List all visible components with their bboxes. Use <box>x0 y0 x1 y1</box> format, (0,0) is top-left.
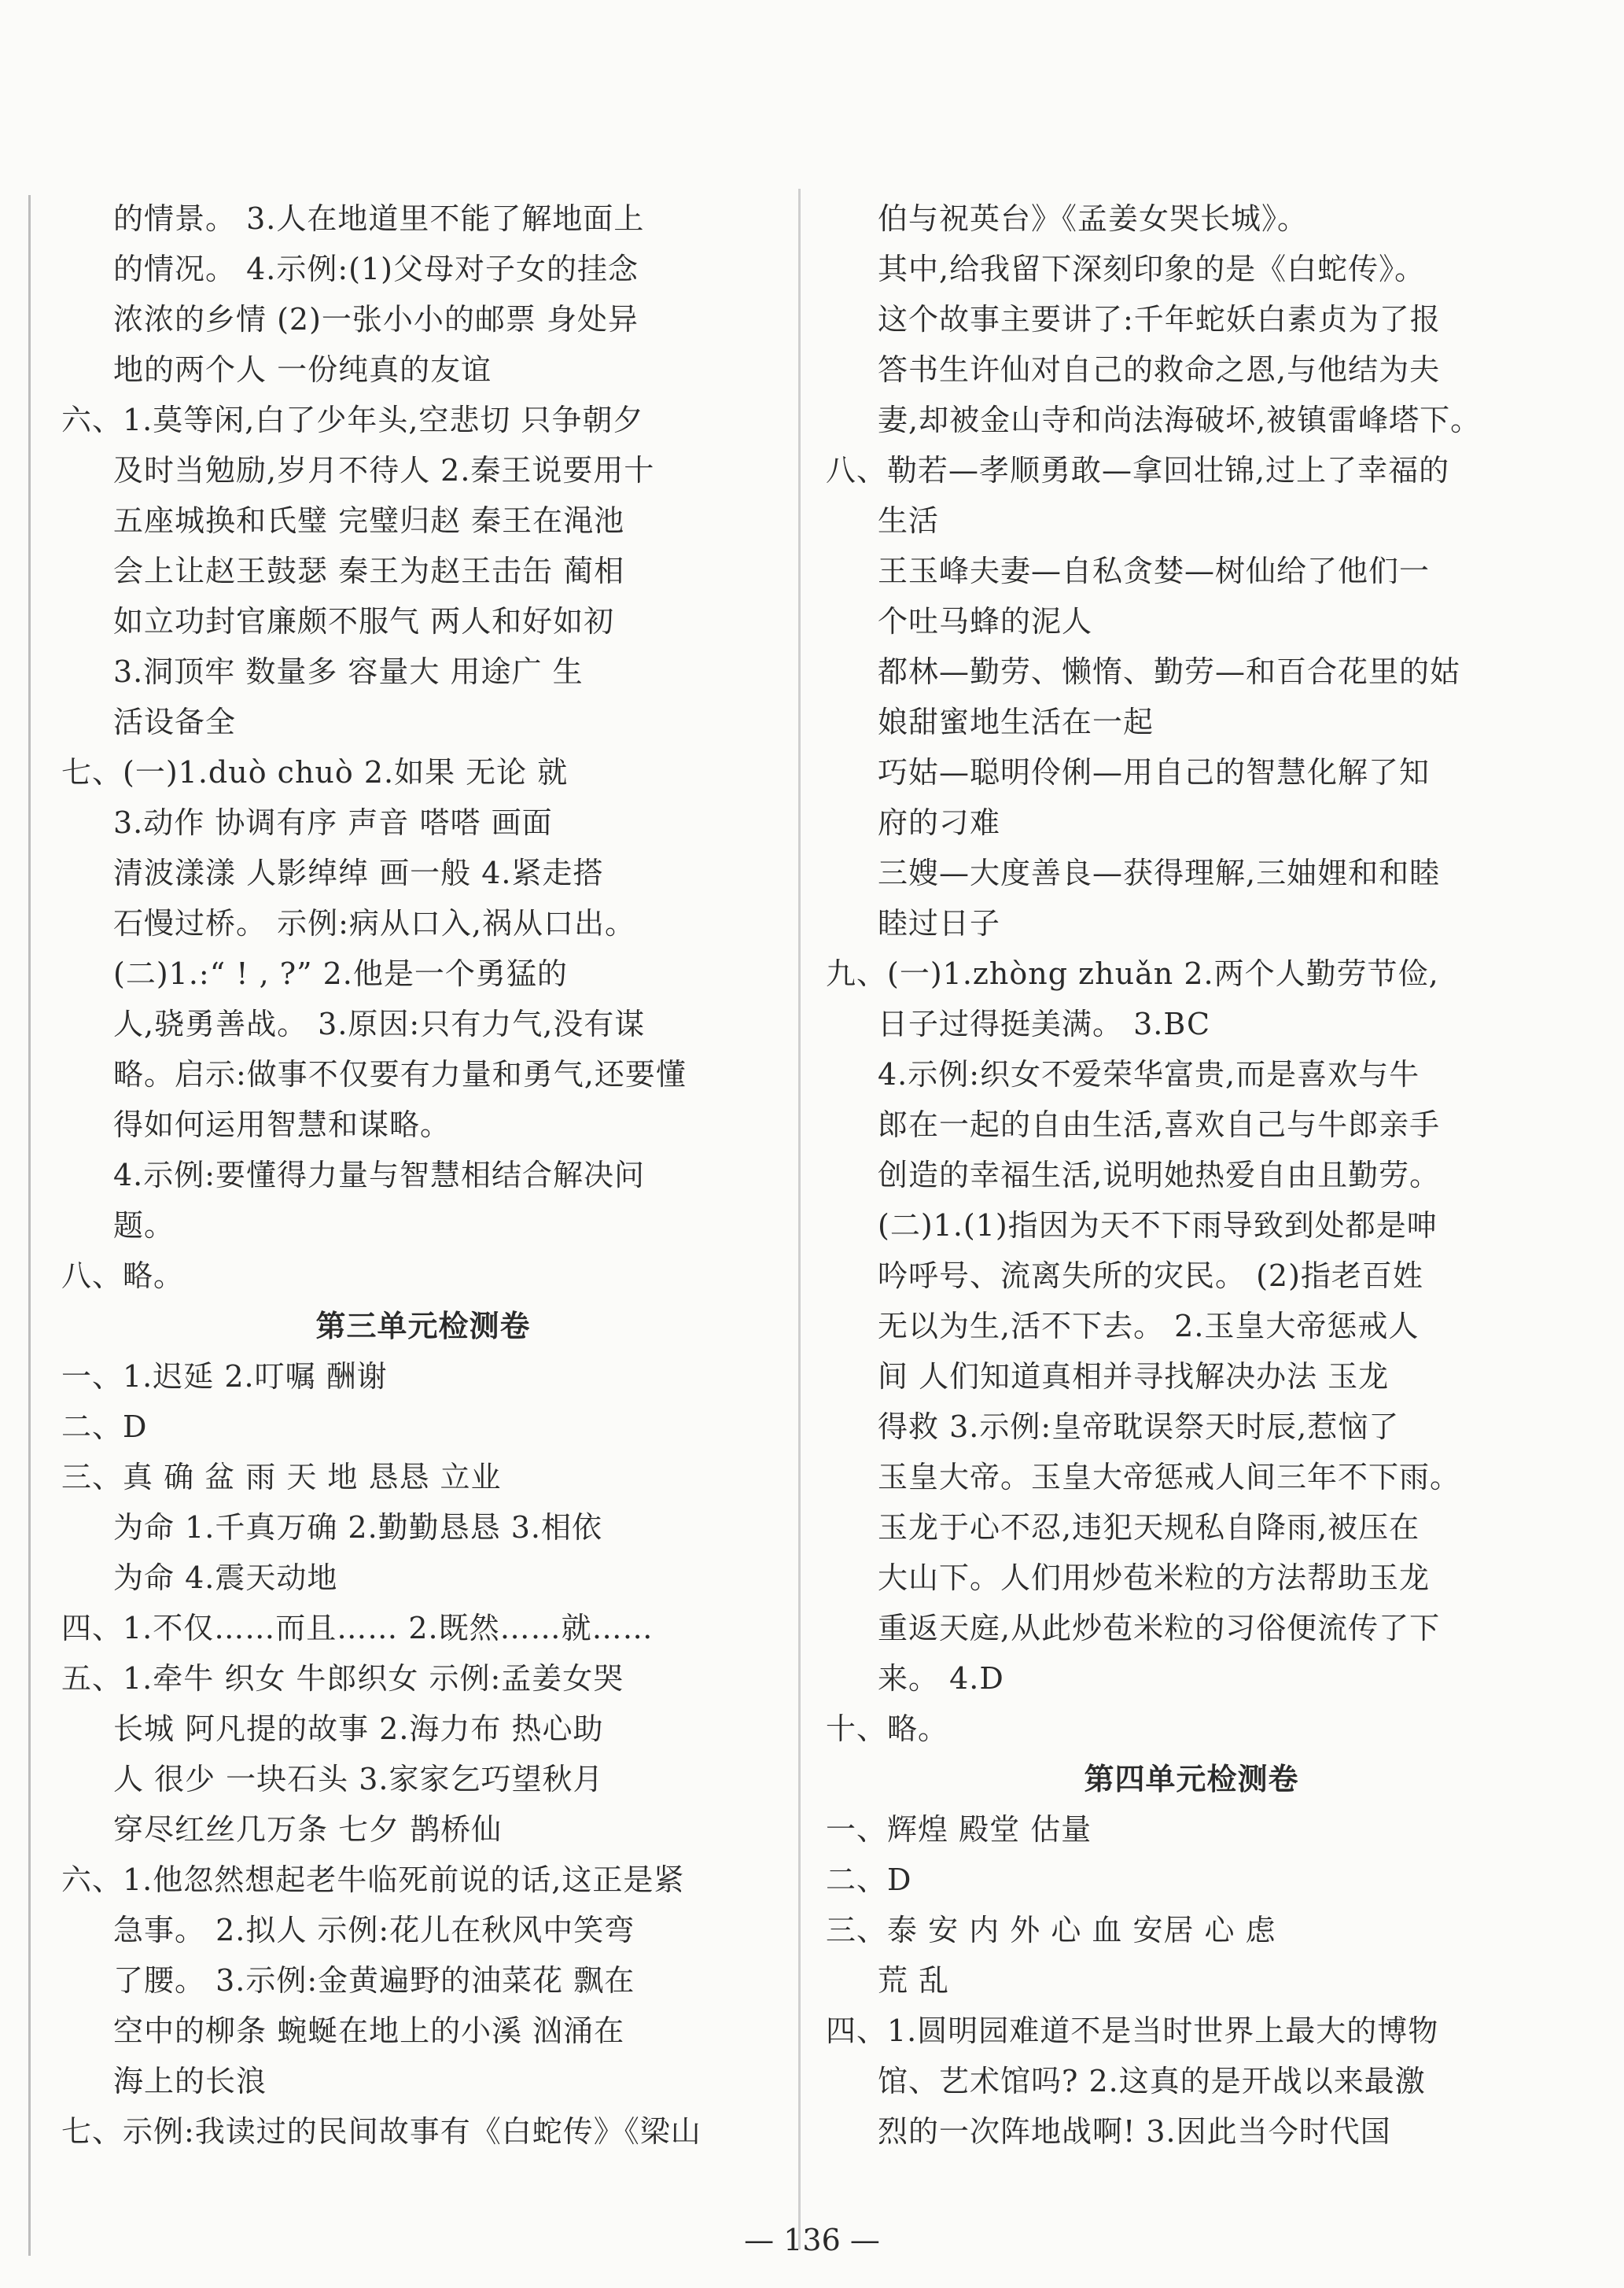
answer-line: 伯与祝英台》《孟姜女哭长城》。 <box>878 201 1309 236</box>
answer-line: 荒 乱 <box>878 1963 950 1998</box>
answer-line: 烈的一次阵地战啊! 3.因此当今时代国 <box>878 2114 1391 2149</box>
answer-line: 六、1.他忽然想起老牛临死前说的话,这正是紧 <box>61 1862 685 1897</box>
answer-line: (二)1.(1)指因为天不下雨导致到处都是呻 <box>878 1208 1438 1243</box>
answer-line: 八、略。 <box>61 1258 185 1293</box>
answer-line: 生活 <box>878 503 940 538</box>
answer-line: 这个故事主要讲了:千年蛇妖白素贞为了报 <box>878 302 1441 337</box>
answer-line: 个吐马蜂的泥人 <box>878 604 1093 639</box>
answer-line: 为命 1.千真万确 2.勤勤恳恳 3.相依 <box>113 1510 603 1545</box>
answer-line: 郎在一起的自由生活,喜欢自己与牛郎亲手 <box>878 1107 1441 1142</box>
answer-line: 4.示例:织女不爱荣华富贵,而是喜欢与牛 <box>878 1057 1420 1092</box>
answer-line: 3.洞顶牢 数量多 容量大 用途广 生 <box>113 654 584 689</box>
answer-line: 空中的柳条 蜿蜒在地上的小溪 汹涌在 <box>113 2014 625 2048</box>
answer-line: 石慢过桥。 示例:病从口入,祸从口出。 <box>113 906 635 941</box>
answer-line: 3.动作 协调有序 声音 嗒嗒 画面 <box>113 805 553 840</box>
section-heading: 第四单元检测卷 <box>1084 1761 1299 1796</box>
answer-line: 人 很少 一块石头 3.家家乞巧望秋月 <box>113 1762 604 1796</box>
answer-line: 吟呼号、流离失所的灾民。 (2)指老百姓 <box>878 1258 1423 1293</box>
answer-line: 八、勒若—孝顺勇敢—拿回壮锦,过上了幸福的 <box>826 453 1450 488</box>
answer-line: 一、1.迟延 2.叮嘱 酬谢 <box>61 1359 388 1394</box>
answer-line: 略。启示:做事不仅要有力量和勇气,还要懂 <box>113 1057 687 1092</box>
answer-line: 清波漾漾 人影绰绰 画一般 4.紧走搭 <box>113 856 604 890</box>
answer-line: 玉皇大帝。玉皇大帝惩戒人间三年不下雨。 <box>878 1460 1461 1494</box>
answer-line: 大山下。人们用炒苞米粒的方法帮助玉龙 <box>878 1560 1431 1595</box>
answer-line: 长城 阿凡提的故事 2.海力布 热心助 <box>113 1711 604 1746</box>
answer-line: 三、真 确 盆 雨 天 地 恳恳 立业 <box>61 1460 502 1494</box>
answer-line: 的情景。 3.人在地道里不能了解地面上 <box>113 201 645 236</box>
answer-line: 及时当勉励,岁月不待人 2.秦王说要用十 <box>113 453 655 488</box>
right-column <box>826 193 1557 2157</box>
answer-line: 四、1.不仅……而且…… 2.既然……就…… <box>61 1611 654 1645</box>
section-heading: 第三单元检测卷 <box>315 1308 531 1343</box>
answer-line: 都林—勤劳、懒惰、勤劳—和百合花里的姑 <box>878 654 1461 689</box>
answer-line: 为命 4.震天动地 <box>113 1560 338 1595</box>
answer-line: 四、1.圆明园难道不是当时世界上最大的博物 <box>826 2014 1439 2048</box>
answer-line: 三嫂—大度善良—获得理解,三妯娌和和睦 <box>878 856 1441 890</box>
answer-line: 得如何运用智慧和谋略。 <box>113 1107 451 1142</box>
column-divider <box>798 189 801 2249</box>
answer-line: 馆、艺术馆吗? 2.这真的是开战以来最激 <box>878 2064 1426 2098</box>
answer-line: 六、1.莫等闲,白了少年头,空悲切 只争朝夕 <box>61 403 644 437</box>
answer-line: 来。 4.D <box>878 1661 1004 1696</box>
answer-line: 创造的幸福生活,说明她热爱自由且勤劳。 <box>878 1158 1441 1192</box>
page-number: — 136 — <box>744 2223 880 2257</box>
answer-line: 九、(一)1.zhòng zhuǎn 2.两个人勤劳节俭, <box>826 956 1439 991</box>
answer-line: 海上的长浪 <box>113 2064 267 2098</box>
answer-line: 地的两个人 一份纯真的友谊 <box>113 352 492 387</box>
answer-line: 玉龙于心不忍,违犯天规私自降雨,被压在 <box>878 1510 1420 1545</box>
answer-line: 妻,却被金山寺和尚法海破坏,被镇雷峰塔下。 <box>878 403 1482 437</box>
answer-line: 人,骁勇善战。 3.原因:只有力气,没有谋 <box>113 1007 646 1041</box>
answer-line: 得救 3.示例:皇帝耽误祭天时辰,惹恼了 <box>878 1409 1400 1444</box>
answer-line: 巧姑—聪明伶俐—用自己的智慧化解了知 <box>878 755 1431 790</box>
answer-line: 五、1.牵牛 织女 牛郎织女 示例:孟姜女哭 <box>61 1661 624 1696</box>
answer-line: 间 人们知道真相并寻找解决办法 玉龙 <box>878 1359 1390 1394</box>
answer-line: 娘甜蜜地生活在一起 <box>878 705 1154 739</box>
answer-line: 其中,给我留下深刻印象的是《白蛇传》。 <box>878 252 1426 286</box>
left-column <box>61 193 769 2157</box>
answer-line: 二、D <box>61 1409 148 1444</box>
answer-line: 浓浓的乡情 (2)一张小小的邮票 身处异 <box>113 302 639 337</box>
answer-line: 十、略。 <box>826 1711 949 1746</box>
answer-line: 如立功封官廉颇不服气 两人和好如初 <box>113 604 615 639</box>
answer-line: 4.示例:要懂得力量与智慧相结合解决问 <box>113 1158 646 1192</box>
answer-line: 三、泰 安 内 外 心 血 安居 心 虑 <box>826 1913 1276 1947</box>
answer-line: 重返天庭,从此炒苞米粒的习俗便流传了下 <box>878 1611 1441 1645</box>
answer-line: 七、示例:我读过的民间故事有《白蛇传》《梁山 <box>61 2114 702 2149</box>
answer-line: 题。 <box>113 1208 175 1243</box>
answer-line: 了腰。 3.示例:金黄遍野的油菜花 飘在 <box>113 1963 635 1998</box>
left-margin-rule <box>28 195 31 2256</box>
answer-line: 七、(一)1.duò chuò 2.如果 无论 就 <box>61 755 569 790</box>
answer-line: 日子过得挺美满。 3.BC <box>878 1007 1211 1041</box>
answer-line: 的情况。 4.示例:(1)父母对子女的挂念 <box>113 252 639 286</box>
answer-line: 穿尽红丝几万条 七夕 鹊桥仙 <box>113 1812 503 1847</box>
answer-line: 急事。 2.拟人 示例:花儿在秋风中笑弯 <box>113 1913 635 1947</box>
answer-line: 二、D <box>826 1862 912 1897</box>
answer-line: 一、辉煌 殿堂 估量 <box>826 1812 1092 1847</box>
answer-line: (二)1.:“ ! , ?” 2.他是一个勇猛的 <box>113 956 568 991</box>
answer-line: 会上让赵王鼓瑟 秦王为赵王击缶 蔺相 <box>113 554 625 588</box>
answer-line: 王玉峰夫妻—自私贪婪—树仙给了他们一 <box>878 554 1431 588</box>
answer-line: 五座城换和氏璧 完璧归赵 秦王在渑池 <box>113 503 625 538</box>
answer-line: 活设备全 <box>113 705 237 739</box>
answer-line: 睦过日子 <box>878 906 1001 941</box>
answer-line: 府的刁难 <box>878 805 1001 840</box>
answer-line: 无以为生,活不下去。 2.玉皇大帝惩戒人 <box>878 1309 1420 1343</box>
answer-line: 答书生许仙对自己的救命之恩,与他结为夫 <box>878 352 1441 387</box>
